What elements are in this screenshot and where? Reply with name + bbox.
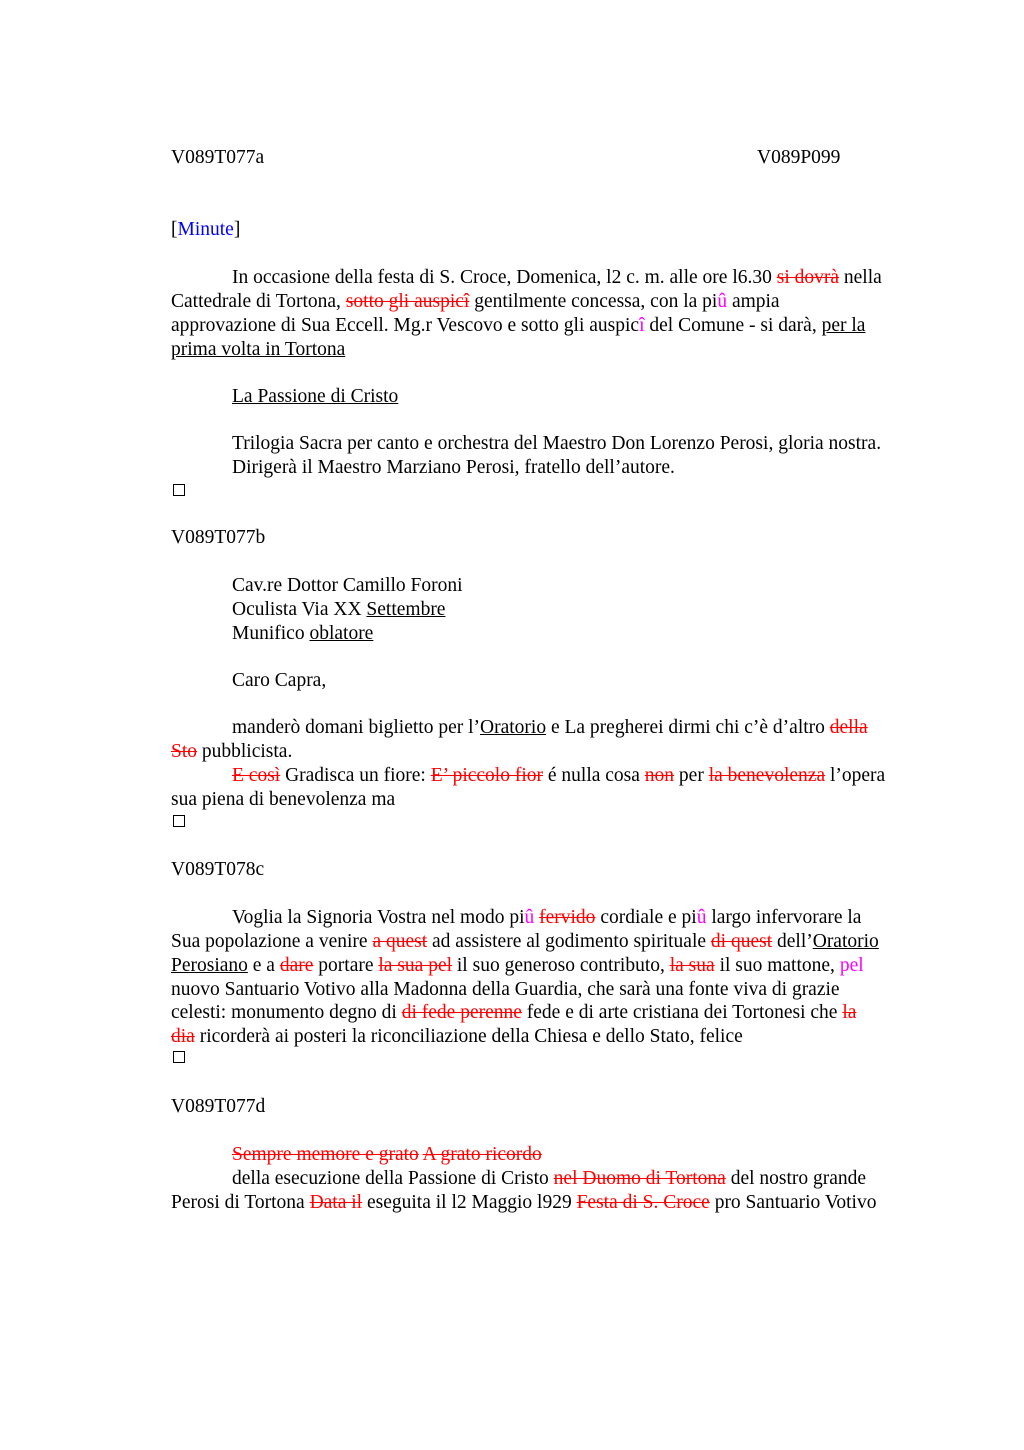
address-line: Oculista Via XX Settembre <box>232 599 446 620</box>
doc-code-a: V089T077a <box>171 147 265 168</box>
paragraph-line: prima volta in Tortona <box>171 339 346 360</box>
paragraph-line: manderò domani biglietto per l’Oratorio e La pregherei dirmi chi c’è d’altro della <box>232 717 868 738</box>
doc-code-c: V089T078c <box>171 859 265 880</box>
paragraph-line: Perosi di Tortona Data il eseguita il l2 Maggio l929 Festa di S. Croce pro Santuario Votivo <box>171 1192 877 1213</box>
address-line: Munifico oblatore <box>232 623 374 644</box>
paragraph-line: Cattedrale di Tortona, sotto gli auspicî gentilmente concessa, con la piû ampia <box>171 291 780 312</box>
address-line: Cav.re Dottor Camillo Foroni <box>232 575 463 596</box>
paragraph-line: Dirigerà il Maestro Marziano Perosi, fratello dell’autore. <box>232 457 675 478</box>
paragraph-line: Sto pubblicista. <box>171 741 293 762</box>
doc-code-d: V089T077d <box>171 1096 266 1117</box>
paragraph-line: E così Gradisca un fiore: E’ piccolo fior é nulla cosa non per la benevolenza l’opera <box>232 765 886 786</box>
paragraph-line: Voglia la Signoria Vostra nel modo piû fervido cordiale e piû largo infervorare la <box>232 907 862 928</box>
page-code: V089P099 <box>757 147 841 168</box>
paragraph-line: Perosiano e a dare portare la sua pel il suo generoso contributo, la sua il suo mattone, pel <box>171 955 864 976</box>
paragraph-line: della esecuzione della Passione di Cristo nel Duomo di Tortona del nostro grande <box>232 1168 867 1189</box>
paragraph-line: approvazione di Sua Eccell. Mg.r Vescovo e sotto gli auspicî del Comune - si darà, per la <box>171 315 866 336</box>
paragraph-line: celesti: monumento degno di di fede perenne fede e di arte cristiana dei Tortonesi che la <box>171 1002 857 1023</box>
paragraph-line: dia ricorderà ai posteri la riconciliazione della Chiesa e dello Stato, felice <box>171 1026 743 1047</box>
section-end-box <box>173 815 185 827</box>
work-title: La Passione di Cristo <box>232 386 399 407</box>
section-end-box <box>173 484 185 496</box>
salutation: Caro Capra, <box>232 670 327 691</box>
paragraph-line: Sempre memore e grato A grato ricordo <box>232 1144 542 1165</box>
doc-code-b: V089T077b <box>171 527 266 548</box>
paragraph-line: nuovo Santuario Votivo alla Madonna della Guardia, che sarà una fonte viva di grazie <box>171 979 840 1000</box>
section-end-box <box>173 1051 185 1063</box>
paragraph-line: Trilogia Sacra per canto e orchestra del Maestro Don Lorenzo Perosi, gloria nostra. <box>232 433 882 454</box>
paragraph-line: In occasione della festa di S. Croce, Domenica, l2 c. m. alle ore l6.30 si dovrà nella <box>232 267 882 288</box>
minute-label: [Minute] <box>171 219 241 240</box>
paragraph-line: Sua popolazione a venire a quest ad assistere al godimento spirituale di quest dell’Oratorio <box>171 931 879 952</box>
paragraph-line: sua piena di benevolenza ma <box>171 789 396 810</box>
